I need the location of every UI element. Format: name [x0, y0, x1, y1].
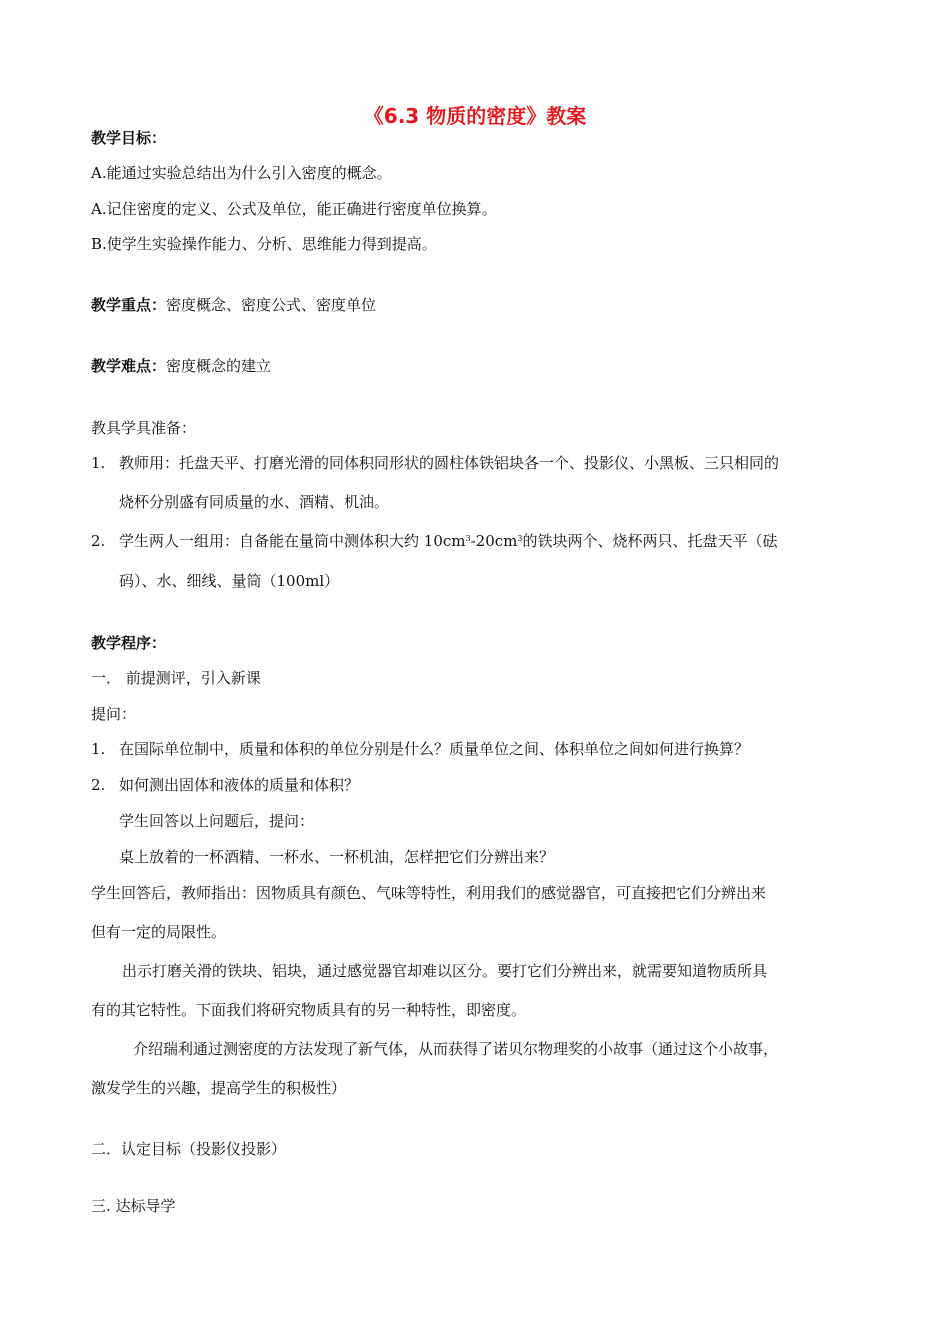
- key-points: [91, 295, 376, 315]
- tools-item-1-line-1: [91, 453, 779, 473]
- question-1-text: 在国际单位制中，质量和体积的单位分别是什么？质量单位之间、体积单位之间如何进行换算？: [119, 740, 750, 758]
- key-points-label: 教学重点：: [91, 296, 167, 314]
- difficulty-label: 教学难点：: [91, 357, 167, 375]
- page-title: 《6.3 物质的密度》教案: [363, 104, 587, 128]
- question-1: [91, 739, 749, 759]
- tools-item-2-line-1: [91, 531, 777, 551]
- difficulty-text: 密度概念的建立: [166, 357, 272, 375]
- question-2-number: 2.: [91, 776, 106, 794]
- procedure-step-2: 二．认定目标（投影仪投影）: [91, 1140, 287, 1158]
- tools-item-2-text-a: 学生两人一组用：自备能在量筒中测体积大约 10cm: [119, 532, 466, 550]
- tools-item-1-text: 教师用：托盘天平、打磨光滑的同体积同形状的圆柱体铁铝块各一个、投影仪、小黑板、三只相同的: [119, 454, 780, 472]
- goals-heading: 教学目标：: [91, 129, 167, 147]
- question-1-number: 1.: [91, 740, 106, 758]
- paragraph-4-line-2: 有的其它特性。下面我们将研究物质具有的另一种特性，即密度。: [91, 1001, 527, 1019]
- goal-item-1: A.能通过实验总结出为什么引入密度的概念。: [91, 164, 392, 182]
- goal-item-3: B.使学生实验操作能力、分析、思维能力得到提高。: [91, 235, 437, 253]
- question-2: [91, 775, 359, 795]
- superscript-3: 3: [465, 534, 471, 543]
- paragraph-5-line-1: 介绍瑞利通过测密度的方法发现了新气体，从而获得了诺贝尔物理奖的小故事（通过这个小故事，: [133, 1040, 779, 1058]
- tools-item-2-line-2: 码）、水、细线、量筒（100ml）: [119, 572, 340, 590]
- tools-item-1-number: 1.: [91, 454, 106, 472]
- paragraph-3-line-1: 学生回答后，教师指出：因物质具有颜色、气味等特性，利用我们的感觉器官，可直接把它们分辨出来: [91, 884, 767, 902]
- tools-item-2-text-b: -20cm: [470, 532, 518, 550]
- paragraph-2: 桌上放着的一杯酒精、一杯水、一杯机油，怎样把它们分辨出来？: [119, 848, 555, 866]
- paragraph-1: 学生回答以上问题后，提问：: [119, 812, 315, 830]
- procedure-step-1: 一． 前提测评，引入新课: [91, 669, 261, 687]
- procedure-step-3: 三. 达标导学: [91, 1197, 176, 1215]
- tools-item-2-text-c: 的铁块两个、烧杯两只、托盘天平（砝: [522, 532, 778, 550]
- difficulty: [91, 356, 271, 376]
- paragraph-3-line-2: 但有一定的局限性。: [91, 923, 227, 941]
- key-points-text: 密度概念、密度公式、密度单位: [166, 296, 377, 314]
- paragraph-5-line-2: 激发学生的兴趣，提高学生的积极性）: [91, 1079, 347, 1097]
- tools-item-2-number: 2.: [91, 532, 106, 550]
- tools-heading: 教具学具准备：: [91, 419, 197, 437]
- question-label: 提问：: [91, 705, 137, 723]
- tools-item-1-line-2: 烧杯分别盛有同质量的水、酒精、机油。: [119, 493, 390, 511]
- paragraph-4-line-1: 出示打磨关滑的铁块、铝块，通过感觉器官却难以区分。要打它们分辨出来，就需要知道物质所具: [122, 962, 768, 980]
- goal-item-2: A.记住密度的定义、公式及单位，能正确进行密度单位换算。: [91, 200, 497, 218]
- question-2-text: 如何测出固体和液体的质量和体积？: [119, 776, 360, 794]
- superscript-3: 3: [517, 534, 523, 543]
- procedure-heading: 教学程序：: [91, 634, 167, 652]
